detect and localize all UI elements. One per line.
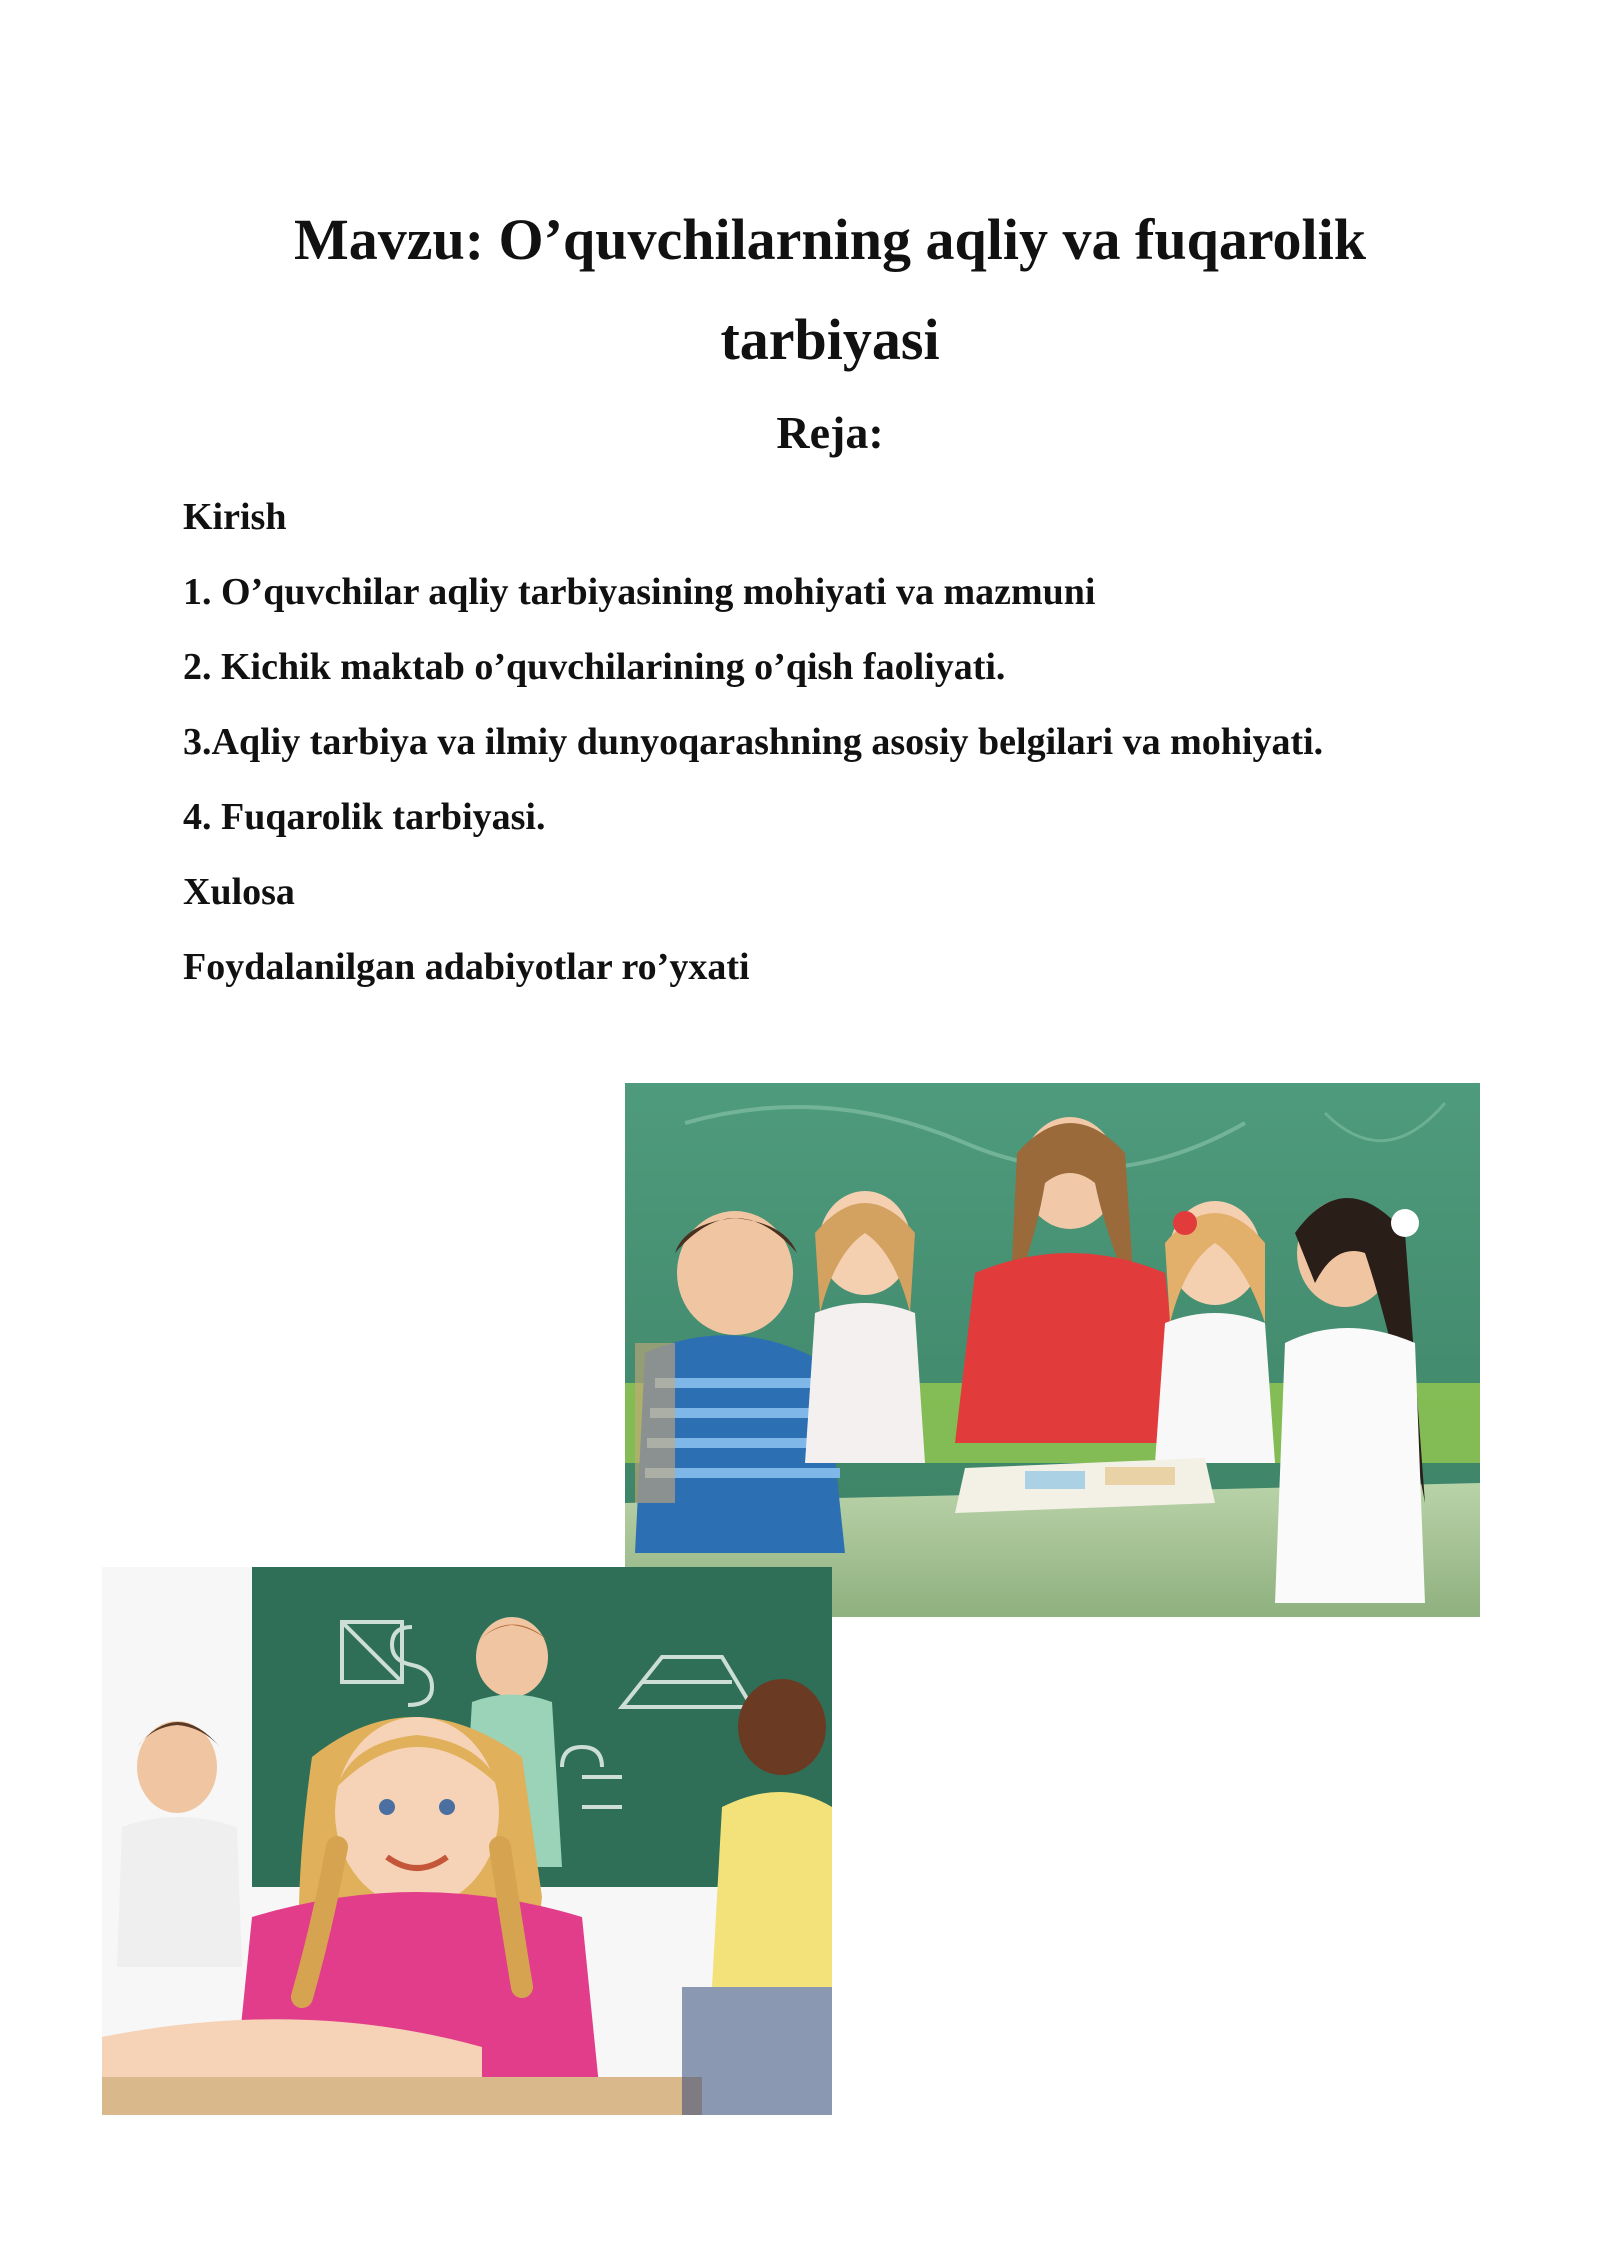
- classroom-photo-illustration: [625, 1083, 1480, 1617]
- plan-item-references: Foydalanilgan adabiyotlar ro’yxati: [183, 946, 750, 988]
- title-line-2: tarbiyasi: [720, 307, 940, 372]
- plan-list: [183, 480, 1473, 1005]
- classroom-teacher-children-photo: [625, 1083, 1480, 1617]
- plan-item-intro: Kirish: [183, 496, 287, 538]
- schoolgirl-chalkboard-photo: [102, 1567, 832, 2115]
- plan-item-conclusion: Xulosa: [183, 871, 295, 913]
- plan-item-3: 3.Aqliy tarbiya va ilmiy dunyoqarashning asosiy belgilari va mohiyati.: [183, 721, 1324, 763]
- plan-item-2: 2. Kichik maktab o’quvchilarining o’qish faoliyati.: [183, 646, 1006, 688]
- title-line-1: Mavzu: O’quvchilarning aqliy va fuqarolik: [293, 207, 1367, 272]
- plan-item-4: 4. Fuqarolik tarbiyasi.: [183, 796, 546, 838]
- plan-heading: Reja:: [776, 407, 884, 458]
- page-title: [180, 190, 1480, 390]
- plan-item-1: 1. O’quvchilar aqliy tarbiyasining mohiyati va mazmuni: [183, 571, 1096, 613]
- schoolgirl-photo-illustration: [102, 1567, 832, 2115]
